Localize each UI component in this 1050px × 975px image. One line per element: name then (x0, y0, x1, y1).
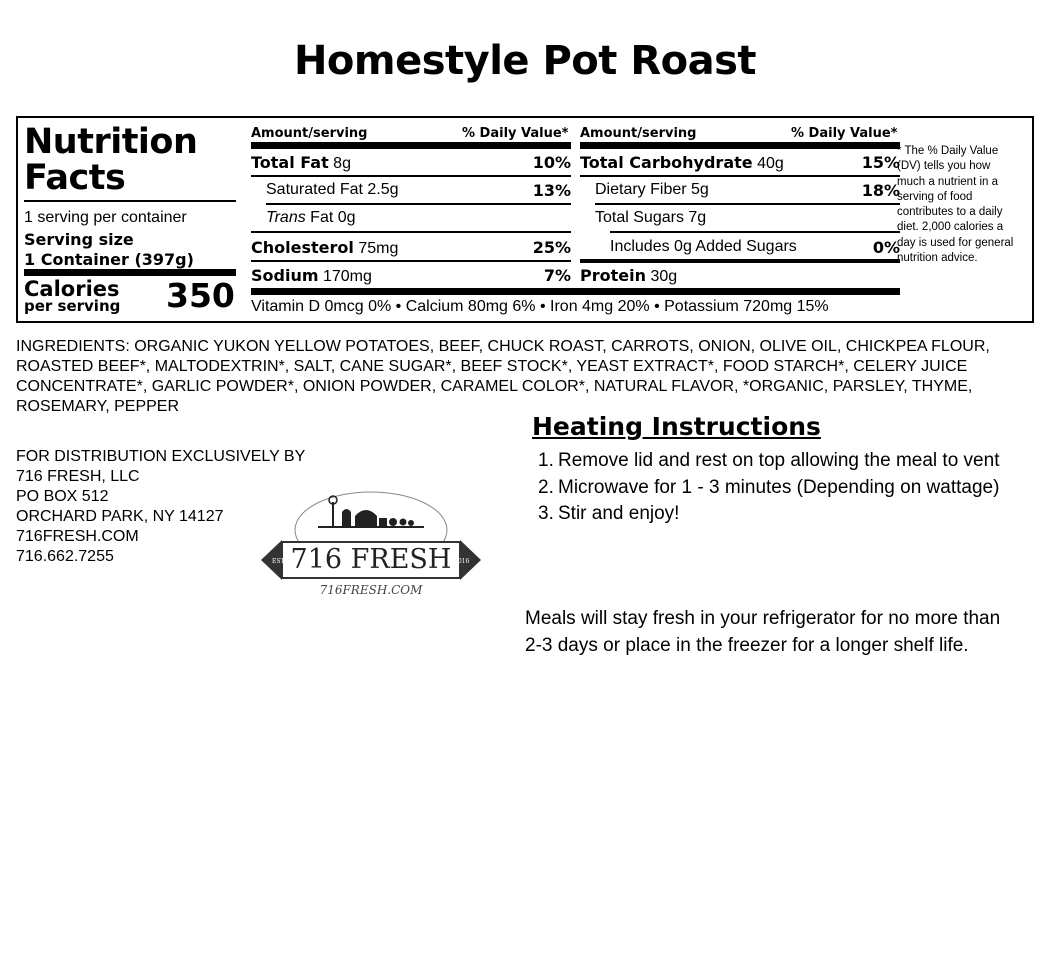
heating-step: 3. Stir and enjoy! (538, 503, 680, 524)
product-title: Homestyle Pot Roast (293, 38, 757, 84)
calories-label: Calories (24, 277, 120, 301)
nutrient-row-trans-fat: Trans Fat 0g (266, 209, 356, 226)
nutrient-row-cholesterol: Cholesterol 75mg (251, 238, 399, 257)
calories-value: 350 (166, 276, 235, 315)
logo-year: 2016 (454, 558, 470, 565)
left-dv-header: % Daily Value* (462, 126, 569, 141)
brand-logo (258, 488, 484, 600)
ingredients-text: INGREDIENTS: ORGANIC YUKON YELLOW POTATOES, BEEF, CHUCK ROAST, CARROTS, ONION, OLIVE OIL, CHICKPEA FLOUR, ROASTED BEEF*, MALTODEXTRIN*, SALT, CANE SUGAR*, BEEF STOCK*, YEAST EXTRACT*, FOOD STARCH*, CELERY JUICE CONCENTRATE*, GARLIC POWDER*, ONION POWDER, CARAMEL COLOR*, NATURAL FLAVOR, *ORGANIC, PARSLEY, THYME, ROSEMARY, PEPPER (16, 338, 990, 415)
distribution-line: 716FRESH.COM (16, 528, 139, 545)
serving-size-value: 1 Container (397g) (24, 250, 194, 269)
nutrition-header-block (24, 124, 236, 196)
logo-brand: 716 FRESH (290, 544, 452, 575)
nutrient-row-total-carbohydrate: Total Carbohydrate 40g (580, 153, 784, 172)
dv-added-sugars: 0% (872, 238, 900, 257)
dv-total-carbohydrate: 15% (861, 153, 900, 172)
distribution-line: FOR DISTRIBUTION EXCLUSIVELY BY (16, 448, 306, 465)
servings-per-container: 1 serving per container (24, 209, 187, 226)
dv-sodium: 7% (543, 266, 571, 285)
logo-url: 716FRESH.COM (319, 583, 423, 597)
nutrient-row-total-fat: Total Fat 8g (251, 153, 351, 172)
dv-total-fat: 10% (532, 153, 571, 172)
nutrient-row-protein: Protein 30g (580, 266, 678, 285)
daily-value-footnote: * The % Daily Value (DV) tells you how much a nutrient in a serving of food contributes to a daily diet. 2,000 calories a day is used for general nutrition advice. (897, 145, 1014, 265)
serving-size-label: Serving size (24, 230, 134, 249)
nutrient-row-dietary-fiber: Dietary Fiber 5g (595, 181, 709, 198)
nutrition-heading-line2: Facts (24, 158, 126, 198)
logo-est: EST. (272, 558, 286, 565)
nutrition-facts-panel (16, 116, 1034, 323)
left-amount-header: Amount/serving (251, 126, 368, 141)
per-serving-label: per serving (24, 297, 121, 315)
dv-dietary-fiber: 18% (861, 181, 900, 200)
storage-note: Meals will stay fresh in your refrigerator for no more than 2-3 days or place in the freezer for a longer shelf life. (525, 608, 1001, 656)
heating-instructions-title: Heating Instructions (532, 412, 821, 441)
distribution-line: 716.662.7255 (16, 548, 114, 565)
nutrient-row-saturated-fat: Saturated Fat 2.5g (266, 181, 399, 198)
distribution-line: PO BOX 512 (16, 488, 109, 505)
distribution-line: 716 FRESH, LLC (16, 468, 140, 485)
nutrient-row-sodium: Sodium 170mg (251, 266, 372, 285)
right-dv-header: % Daily Value* (791, 126, 898, 141)
heating-step: 2. Microwave for 1 - 3 minutes (Depending on wattage) (538, 476, 1000, 498)
dv-cholesterol: 25% (532, 238, 571, 257)
nutrient-row-added-sugars: Includes 0g Added Sugars (610, 238, 797, 255)
heating-steps (533, 448, 1003, 528)
nutrition-heading-line1: Nutrition (24, 122, 198, 162)
heating-step: 1. Remove lid and rest on top allowing the meal to vent (538, 450, 1000, 471)
distribution-line: ORCHARD PARK, NY 14127 (16, 508, 224, 525)
dv-saturated-fat: 13% (532, 181, 571, 200)
right-amount-header: Amount/serving (580, 126, 697, 141)
nutrient-row-total-sugars: Total Sugars 7g (595, 209, 707, 226)
vitamins-line: Vitamin D 0mcg 0% • Calcium 80mg 6% • Iron 4mg 20% • Potassium 720mg 15% (251, 298, 829, 315)
